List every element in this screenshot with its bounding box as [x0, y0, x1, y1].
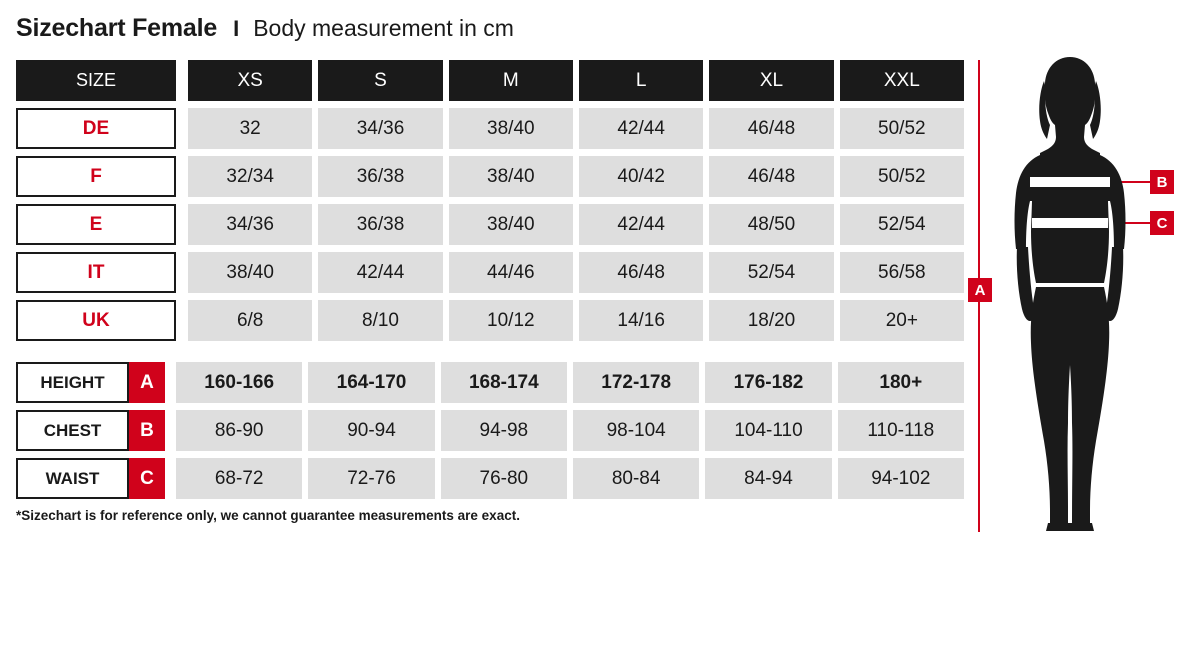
cell-uk-xxl: 20+: [840, 300, 964, 341]
body-diagram: [960, 55, 1200, 535]
cell-chest-m: 94-98: [441, 410, 567, 451]
cell-chest-s: 90-94: [308, 410, 434, 451]
header-size-xxl: XXL: [840, 60, 964, 101]
cell-uk-s: 8/10: [318, 300, 442, 341]
table-row: [16, 410, 964, 451]
cell-height-l: 172-178: [573, 362, 699, 403]
cell-de-xxl: 50/52: [840, 108, 964, 149]
cell-it-xl: 52/54: [709, 252, 833, 293]
female-silhouette-icon: [1000, 55, 1140, 533]
cell-it-m: 44/46: [449, 252, 573, 293]
cell-f-xxl: 50/52: [840, 156, 964, 197]
title-main: Sizechart Female: [16, 14, 218, 42]
cell-e-l: 42/44: [579, 204, 703, 245]
table-header-row: [16, 60, 964, 101]
cell-uk-xl: 18/20: [709, 300, 833, 341]
cell-height-s: 164-170: [308, 362, 434, 403]
row-label-it: IT: [16, 252, 176, 293]
key-badge-c: C: [129, 458, 165, 499]
table-row: [16, 108, 964, 149]
page-title: [16, 14, 514, 43]
marker-a: A: [968, 278, 992, 302]
cell-uk-l: 14/16: [579, 300, 703, 341]
table-row: [16, 156, 964, 197]
cell-waist-l: 80-84: [573, 458, 699, 499]
key-badge-a: A: [129, 362, 165, 403]
cell-it-xs: 38/40: [188, 252, 312, 293]
cell-f-xs: 32/34: [188, 156, 312, 197]
table-row: [16, 300, 964, 341]
cell-waist-xs: 68-72: [176, 458, 302, 499]
cell-waist-s: 72-76: [308, 458, 434, 499]
cell-de-xs: 32: [188, 108, 312, 149]
cell-e-xs: 34/36: [188, 204, 312, 245]
row-label-f: F: [16, 156, 176, 197]
cell-de-m: 38/40: [449, 108, 573, 149]
cell-waist-m: 76-80: [441, 458, 567, 499]
row-label-waist: WAIST: [16, 458, 129, 499]
footnote: *Sizechart is for reference only, we cannot guarantee measurements are exact.: [16, 508, 520, 523]
table-row: [16, 458, 964, 499]
cell-de-s: 34/36: [318, 108, 442, 149]
header-size-xs: XS: [188, 60, 312, 101]
cell-it-s: 42/44: [318, 252, 442, 293]
row-label-de: DE: [16, 108, 176, 149]
marker-b: B: [1150, 170, 1174, 194]
cell-height-xs: 160-166: [176, 362, 302, 403]
header-size-m: M: [449, 60, 573, 101]
row-label-uk: UK: [16, 300, 176, 341]
cell-e-xl: 48/50: [709, 204, 833, 245]
section-divider: [16, 348, 964, 362]
cell-height-xl: 176-182: [705, 362, 831, 403]
cell-f-m: 38/40: [449, 156, 573, 197]
header-size-l: L: [579, 60, 703, 101]
row-label-e: E: [16, 204, 176, 245]
cell-uk-xs: 6/8: [188, 300, 312, 341]
cell-it-xxl: 56/58: [840, 252, 964, 293]
cell-height-xxl: 180+: [838, 362, 964, 403]
cell-de-l: 42/44: [579, 108, 703, 149]
cell-f-xl: 46/48: [709, 156, 833, 197]
cell-e-s: 36/38: [318, 204, 442, 245]
cell-chest-xs: 86-90: [176, 410, 302, 451]
key-badge-b: B: [129, 410, 165, 451]
title-separator: I: [233, 16, 240, 41]
row-label-height: HEIGHT: [16, 362, 129, 403]
row-label-chest: CHEST: [16, 410, 129, 451]
cell-chest-l: 98-104: [573, 410, 699, 451]
cell-f-l: 40/42: [579, 156, 703, 197]
cell-it-l: 46/48: [579, 252, 703, 293]
header-label-size: SIZE: [16, 60, 176, 101]
cell-e-m: 38/40: [449, 204, 573, 245]
table-row: [16, 362, 964, 403]
cell-waist-xxl: 94-102: [838, 458, 964, 499]
header-size-s: S: [318, 60, 442, 101]
sizechart-table: [16, 60, 964, 506]
cell-f-s: 36/38: [318, 156, 442, 197]
cell-chest-xl: 104-110: [705, 410, 831, 451]
cell-de-xl: 46/48: [709, 108, 833, 149]
title-subtitle: Body measurement in cm: [253, 15, 514, 41]
cell-e-xxl: 52/54: [840, 204, 964, 245]
table-row: [16, 252, 964, 293]
marker-c: C: [1150, 211, 1174, 235]
cell-height-m: 168-174: [441, 362, 567, 403]
cell-waist-xl: 84-94: [705, 458, 831, 499]
cell-chest-xxl: 110-118: [838, 410, 964, 451]
table-row: [16, 204, 964, 245]
header-size-xl: XL: [709, 60, 833, 101]
cell-uk-m: 10/12: [449, 300, 573, 341]
